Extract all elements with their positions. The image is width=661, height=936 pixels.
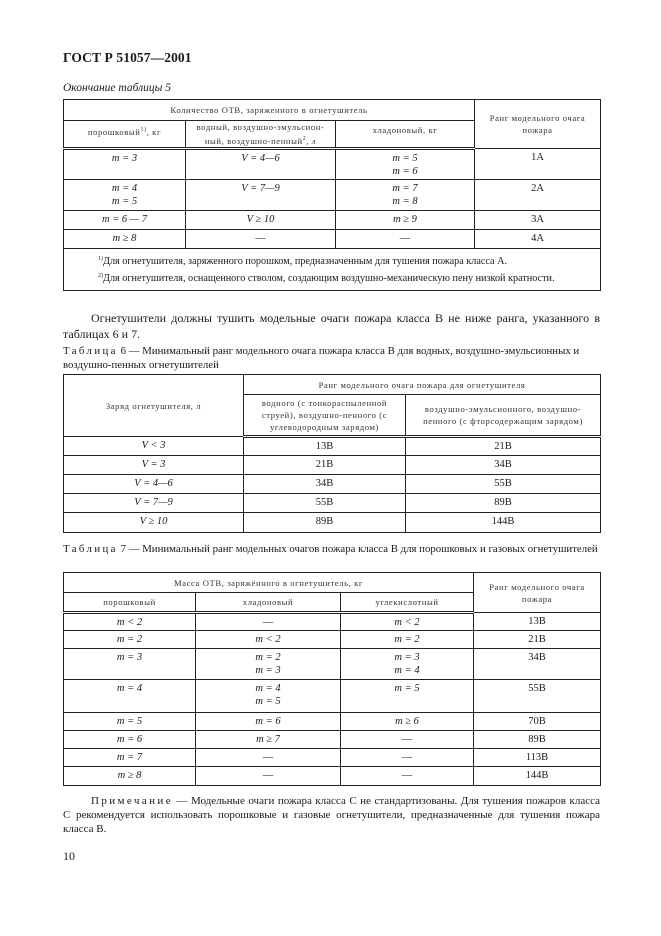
cell: m ≥ 6 — [341, 713, 474, 731]
cell: 89B — [406, 494, 601, 513]
table7-col-powder: порошковый — [64, 593, 196, 613]
cell: m = 5 — [64, 713, 196, 731]
cell: V = 4—6 — [186, 149, 336, 180]
cell: 144B — [474, 767, 601, 786]
cell: m = 7 — [64, 749, 196, 767]
table-row — [64, 494, 601, 513]
body-paragraph: Огнетушители должны тушить модельные очаги пожара класса В не ниже ранга, указанного в таблицах 6 и 7. — [63, 311, 600, 341]
table5-col-powder: порошковый$^{1)}$, кг — [64, 121, 186, 149]
cell: m ≥ 8 — [64, 230, 186, 249]
cell: 55B — [244, 494, 406, 513]
cell: m = 4 m = 5 — [196, 680, 341, 713]
table-row — [64, 613, 601, 631]
cell: m = 5 — [341, 680, 474, 713]
cell: m = 5 m = 6 — [336, 149, 475, 180]
table-row — [64, 180, 601, 211]
table6-col-charge: Заряд огнетушителя, л — [64, 375, 244, 437]
table-row — [64, 437, 601, 456]
table-row — [64, 680, 601, 713]
cell: V ≥ 10 — [64, 513, 244, 533]
cell: 13B — [244, 437, 406, 456]
table-row — [64, 731, 601, 749]
table5-group-header: Количество ОТВ, заряженного в огнетушитель — [64, 100, 475, 121]
table7-caption: Таблица 7 — Минимальный ранг модельных очагов пожара класса В для порошковых и газовых огнетушителей — [63, 543, 598, 555]
cell: 21B — [474, 631, 601, 649]
table6-caption: Таблица 6 — Минимальный ранг модельного очага пожара класса В для водных, воздушно-эмульсионных и воздушно-пенных огнетушителей — [63, 345, 580, 371]
cell: — — [341, 749, 474, 767]
cell: 34B — [244, 475, 406, 494]
cell: 1A — [475, 149, 601, 180]
cell: m < 2 — [341, 613, 474, 631]
cell: m = 4 — [64, 680, 196, 713]
document-header: ГОСТ Р 51057—2001 — [63, 50, 192, 65]
cell: V = 7—9 — [186, 180, 336, 211]
footnote-2: $^{2)}$Для огнетушителя, оснащенного стволом, создающим воздушно-механическую пену низкой кратности. — [98, 273, 555, 284]
table-6 — [63, 374, 601, 533]
cell: m = 3 — [64, 649, 196, 680]
table6-group-header: Ранг модельного очага пожара для огнетушителя — [244, 375, 601, 395]
table-row — [64, 475, 601, 494]
cell: m = 2 m = 3 — [196, 649, 341, 680]
cell: V ≥ 10 — [186, 211, 336, 230]
table5-col-halon: хладоновый, кг — [336, 121, 475, 149]
cell: m < 2 — [196, 631, 341, 649]
note: Примечание — Модельные очаги пожара класса С не стандартизованы. Для тушения пожаров класса С рекомендуется использовать порошковые и газовые огнетушители, предназначенные для тушения пожара класса В. — [63, 795, 600, 835]
cell: m ≥ 8 — [64, 767, 196, 786]
cell: — — [196, 767, 341, 786]
cell: m = 4 m = 5 — [64, 180, 186, 211]
cell: 2A — [475, 180, 601, 211]
cell: m = 6 — 7 — [64, 211, 186, 230]
table-row — [64, 713, 601, 731]
cell: m < 2 — [64, 613, 196, 631]
cell: V < 3 — [64, 437, 244, 456]
cell: 55B — [474, 680, 601, 713]
table5-continuation-caption: Окончание таблицы 5 — [63, 82, 171, 94]
cell: V = 3 — [64, 456, 244, 475]
table6-col-emulsion: воздушно-эмульсионного, воздушно-пенного (с фторсодержащим зарядом) — [406, 395, 601, 437]
cell: — — [341, 731, 474, 749]
cell: — — [196, 613, 341, 631]
table7-group-header: Масса ОТВ, заряжённого в огнетушитель, кг — [64, 573, 474, 593]
table-row — [64, 149, 601, 180]
footnote-1: $^{1)}$Для огнетушителя, заряженного порошком, предназначенным для тушения пожара класса А. — [98, 256, 508, 267]
table-7 — [63, 572, 601, 786]
cell: m = 2 — [64, 631, 196, 649]
cell: 13B — [474, 613, 601, 631]
table-row — [64, 230, 601, 249]
table7-col-halon: хладоновый — [196, 593, 341, 613]
cell: 89B — [474, 731, 601, 749]
cell: m ≥ 9 — [336, 211, 475, 230]
cell: m = 6 — [64, 731, 196, 749]
cell: 70B — [474, 713, 601, 731]
cell: 3A — [475, 211, 601, 230]
cell: — — [341, 767, 474, 786]
cell: m ≥ 7 — [196, 731, 341, 749]
cell: m = 3 m = 4 — [341, 649, 474, 680]
table7-col-co2: углекислотный — [341, 593, 474, 613]
table6-col-water: водного (с тонкораспыленной струей), воздушно-пенного (с углеводородным зарядом) — [244, 395, 406, 437]
cell: V = 7—9 — [64, 494, 244, 513]
table5-footnotes — [64, 249, 601, 291]
table-row — [64, 749, 601, 767]
table-row — [64, 631, 601, 649]
table-5 — [63, 99, 601, 291]
cell: m = 2 — [341, 631, 474, 649]
cell: V = 4—6 — [64, 475, 244, 494]
page-number: 10 — [63, 849, 75, 863]
cell: m = 3 — [64, 149, 186, 180]
cell: 144B — [406, 513, 601, 533]
cell: 4A — [475, 230, 601, 249]
cell: 113B — [474, 749, 601, 767]
table-row — [64, 456, 601, 475]
cell: — — [186, 230, 336, 249]
cell: 21B — [244, 456, 406, 475]
table7-col-rank: Ранг модельного очага пожара — [474, 573, 601, 613]
cell: m = 6 — [196, 713, 341, 731]
cell: 34B — [474, 649, 601, 680]
cell: — — [196, 749, 341, 767]
cell: 21B — [406, 437, 601, 456]
cell: 55B — [406, 475, 601, 494]
cell: 89B — [244, 513, 406, 533]
table-row — [64, 767, 601, 786]
table5-col-water: водный, воздушно-эмульсион- ный, воздушно-пенный$^2$, л — [186, 121, 336, 149]
table-row — [64, 211, 601, 230]
cell: m = 7 m = 8 — [336, 180, 475, 211]
table-row — [64, 649, 601, 680]
table-row — [64, 513, 601, 533]
cell: — — [336, 230, 475, 249]
cell: 34B — [406, 456, 601, 475]
table5-col-rank: Ранг модельного очага пожара — [475, 100, 601, 149]
